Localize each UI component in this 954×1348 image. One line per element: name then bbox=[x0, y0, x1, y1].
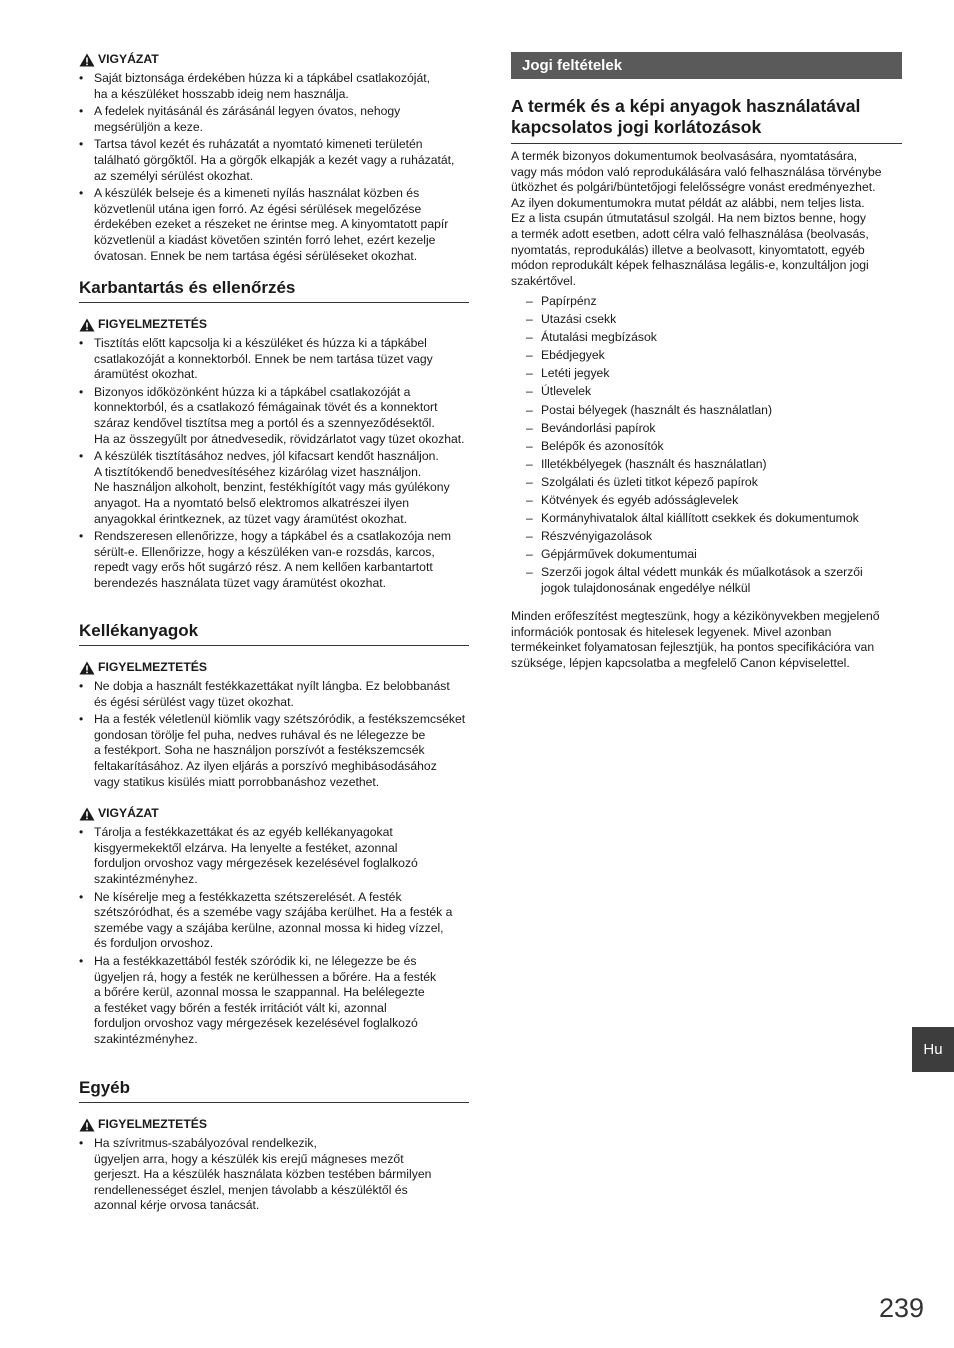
list-item: – Bevándorlási papírok bbox=[511, 421, 902, 437]
consumables-section bbox=[79, 621, 469, 1049]
list-item: • Rendszeresen ellenőrizze, hogy a tápkábel és a csatlakozója nem sérült-e. Ellenőrizze, hogy a készüléken van-e rozsdás, karcos, repedt vagy erős hőt sugárzó rész. A nem kellően karbantartott berendezés használata tüzet vagy áramütést okozhat. bbox=[79, 529, 469, 591]
language-tab: Hu bbox=[912, 1027, 954, 1072]
list-item: – Részvényigazolások bbox=[511, 529, 902, 545]
maintenance-section bbox=[79, 278, 469, 594]
caution-list bbox=[79, 71, 469, 264]
list-item: • A fedelek nyitásánál és zárásánál legyen óvatos, nehogy megsérüljön a keze. bbox=[79, 104, 469, 135]
page-number: 239 bbox=[878, 1293, 924, 1323]
list-item: • Ne kísérelje meg a festékkazetta szétszerelését. A festék szétszóródhat, és a szemébe vagy szájába kerülhet. Ha a festék a szemébe vagy a szájába kerülne, azonnal mossa ki hideg vízzel, és forduljon orvoshoz. bbox=[79, 890, 469, 952]
caution-list bbox=[79, 825, 469, 1047]
list-item: • Bizonyos időközönként húzza ki a tápkábel csatlakozóját a konnektorból, és a csatlakozó fémágainak tövét és a konnektort száraz kendővel tisztítsa meg a portól és a szennyeződésektől. Ha az összegyűlt por átnedvesedik, rövidzárlatot vagy tüzet okozhat. bbox=[79, 385, 469, 447]
list-item: • A készülék tisztításához nedves, jól kifacsart kendőt használjon. A tisztítókendő benedvesítéséhez kizárólag vizet használjon. Ne használjon alkoholt, benzint, festékhígítót vagy más gyúlékony anyagot. Ha a nyomtató belső elektromos alkatrészei ilyen anyagokkal érintkeznek, az tüzet vagy áramütést okozhat. bbox=[79, 449, 469, 527]
caution-block-1 bbox=[79, 52, 469, 266]
warning-heading bbox=[79, 660, 469, 675]
warning-triangle-icon bbox=[79, 661, 95, 675]
list-item: • Ne dobja a használt festékkazettákat nyílt lángba. Ez belobbanást és égési sérülést vagy tüzet okozhat. bbox=[79, 679, 469, 710]
list-item: – Kormányhivatalok által kiállított csekkek és dokumentumok bbox=[511, 511, 902, 527]
list-item: • Ha szívritmus-szabályozóval rendelkezik, ügyeljen arra, hogy a készülék kis erejű mágneses mezőt gerjeszt. Ha a készülék használata közben testében bármilyen rendellenességet észlel, menjen távolabb a készüléktől és azonnal kérje orvosa tanácsát. bbox=[79, 1136, 469, 1214]
warning-label: FIGYELMEZTETÉS bbox=[98, 317, 208, 331]
list-item: • Ha a festékkazettából festék szóródik ki, ne lélegezze be és ügyeljen rá, hogy a festék ne kerülhessen a bőrére. Ha a festék a bőrére kerül, azonnal mossa le szappannal. Ha belélegezte a festéket vagy bőrén a festék irritációt vált ki, azonnal forduljon orvoshoz vagy mérgezések kezelésével foglalkozó szakintézményhez. bbox=[79, 954, 469, 1048]
list-item: – Postai bélyegek (használt és használatlan) bbox=[511, 403, 902, 419]
warning-heading bbox=[79, 1117, 469, 1132]
section-title: Kellékanyagok bbox=[79, 621, 469, 646]
caution-label: VIGYÁZAT bbox=[98, 52, 159, 66]
warning-label: FIGYELMEZTETÉS bbox=[98, 1117, 208, 1131]
warning-heading bbox=[79, 317, 469, 332]
document-list bbox=[511, 294, 902, 599]
warning-label: FIGYELMEZTETÉS bbox=[98, 660, 208, 674]
section-banner: Jogi feltételek bbox=[511, 52, 902, 79]
list-item: – Letéti jegyek bbox=[511, 366, 902, 382]
list-item: – Belépők és azonosítók bbox=[511, 439, 902, 455]
list-item: • Ha a festék véletlenül kiömlik vagy szétszóródik, a festékszemcséket gondosan törölje fel puha, nedves ruhával és ne lélegezze be a festékport. Soha ne használjon porszívót a festékszemcsék feltakarításához. Az ilyen eljárás a porszívó meghibásodásához vagy statikus kisülés miatt porrobbanáshoz vezethet. bbox=[79, 712, 469, 790]
caution-heading bbox=[79, 52, 469, 67]
warning-triangle-icon bbox=[79, 53, 95, 67]
other-section bbox=[79, 1078, 469, 1216]
warning-triangle-icon bbox=[79, 807, 95, 821]
list-item: – Átutalási megbízások bbox=[511, 330, 902, 346]
list-item: • Tartsa távol kezét és ruházatát a nyomtató kimeneti területén található görgőktől. Ha a görgők elkapják a kezét vagy a ruházatát, az személyi sérülést okozhat. bbox=[79, 137, 469, 184]
legal-title: A termék és a képi anyagok használatával kapcsolatos jogi korlátozások bbox=[511, 96, 902, 144]
list-item: – Papírpénz bbox=[511, 294, 902, 310]
warning-triangle-icon bbox=[79, 1118, 95, 1132]
list-item: – Szerzői jogok által védett munkák és műalkotások a szerzői jogok tulajdonosának engedélye nélkül bbox=[511, 565, 902, 596]
list-item: • A készülék belseje és a kimeneti nyílás használat közben és közvetlenül utána igen forró. Az égési sérülések megelőzése érdekében ezeket a részeket ne érintse meg. A kinyomtatott papír közvetlenül a kiadást követően szintén forró lehet, ezért kezelje óvatosan. Ennek be nem tartása égési sérüléseket okozhat. bbox=[79, 186, 469, 264]
list-item: – Szolgálati és üzleti titkot képező papírok bbox=[511, 475, 902, 491]
section-title: Egyéb bbox=[79, 1078, 469, 1103]
list-item: – Útlevelek bbox=[511, 384, 902, 400]
warning-list bbox=[79, 679, 469, 790]
warning-list bbox=[79, 1136, 469, 1214]
list-item: – Illetékbélyegek (használt és használatlan) bbox=[511, 457, 902, 473]
legal-intro: A termék bizonyos dokumentumok beolvasására, nyomtatására, vagy más módon való reprodukálására való felhasználása törvénybe ütközhet és polgári/büntetőjogi felelősségre vonást eredményezhet. Az ilyen dokumentumokra mutat példát az alábbi, nem teljes lista. Ez a lista csupán útmutatásul szolgál. Ha nem biztos benne, hogy a termék adott esetben, adott célra való felhasználása (beolvasás, nyomtatás, reprodukálás) illetve a beolvasott, kinyomtatott, egyéb módon reprodukált képek felhasználása legális-e, konzultáljon jogi szakértővel. bbox=[511, 149, 882, 288]
list-item: – Ebédjegyek bbox=[511, 348, 902, 364]
caution-label: VIGYÁZAT bbox=[98, 806, 159, 821]
warning-list bbox=[79, 336, 469, 592]
legal-outro: Minden erőfeszítést megteszünk, hogy a kézikönyvekben megjelenő információk pontosak és hitelesek legyenek. Mivel azonban termékeinket folyamatosan fejlesztjük, ha pontos specifikációra van szüksége, lépjen kapcsolatba a megfelelő Canon képviselettel. bbox=[511, 609, 880, 670]
list-item: – Gépjárművek dokumentumai bbox=[511, 547, 902, 563]
section-title: Karbantartás és ellenőrzés bbox=[79, 278, 469, 303]
list-item: – Utazási csekk bbox=[511, 312, 902, 328]
list-item: • Saját biztonsága érdekében húzza ki a tápkábel csatlakozóját, ha a készüléket hosszabb ideig nem használja. bbox=[79, 71, 469, 102]
list-item: • Tárolja a festékkazettákat és az egyéb kellékanyagokat kisgyermekektől elzárva. Ha lenyelte a festéket, azonnal forduljon orvoshoz vagy mérgezések kezelésével foglalkozó szakintézményhez. bbox=[79, 825, 469, 887]
list-item: – Kötvények és egyéb adósságlevelek bbox=[511, 493, 902, 509]
caution-heading bbox=[79, 806, 469, 821]
warning-triangle-icon bbox=[79, 318, 95, 332]
list-item: • Tisztítás előtt kapcsolja ki a készüléket és húzza ki a tápkábel csatlakozóját a konnektorból. Ennek be nem tartása tüzet vagy áramütést okozhat. bbox=[79, 336, 469, 383]
